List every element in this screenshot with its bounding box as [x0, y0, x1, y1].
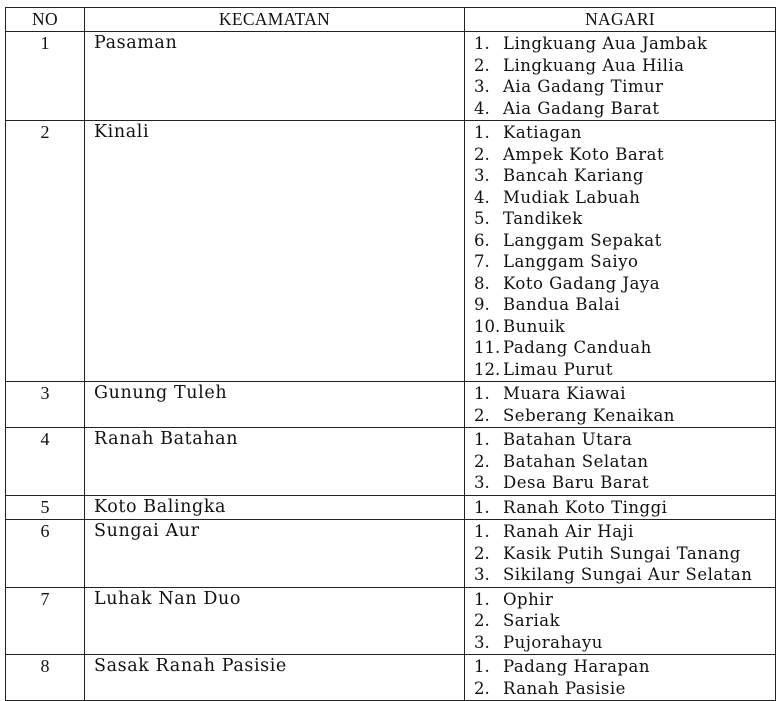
- nagari-list: [465, 495, 776, 520]
- nagari-item: [474, 543, 775, 565]
- header-no: NO: [6, 8, 85, 32]
- nagari-item-name: Pujorahayu: [503, 632, 603, 652]
- nagari-item-number: 1.: [474, 123, 490, 142]
- table-row: [6, 587, 776, 655]
- nagari-item-name: Seberang Kenaikan: [503, 405, 675, 425]
- nagari-item-name: Sikilang Sungai Aur Selatan: [503, 565, 753, 584]
- nagari-item: [474, 589, 775, 611]
- nagari-item-number: 6.: [474, 230, 490, 250]
- nagari-item: [474, 251, 775, 273]
- row-number: 2: [6, 121, 85, 382]
- header-row: [6, 8, 776, 32]
- nagari-item-name: Tandikek: [503, 209, 583, 228]
- row-number: 5: [6, 495, 85, 520]
- nagari-item: [474, 208, 775, 230]
- nagari-list: [465, 121, 776, 382]
- nagari-list: [465, 32, 776, 121]
- nagari-item: [474, 632, 775, 654]
- kecamatan-nagari-table: [5, 7, 776, 701]
- nagari-list: [465, 655, 776, 701]
- nagari-item: [474, 656, 775, 678]
- nagari-list: [465, 587, 776, 655]
- nagari-item: [474, 165, 775, 187]
- nagari-item: [474, 521, 775, 543]
- nagari-item: [474, 187, 775, 209]
- nagari-list: [465, 520, 776, 588]
- nagari-item-number: 3.: [474, 166, 490, 185]
- table-row: [6, 655, 776, 701]
- nagari-item: [474, 497, 775, 519]
- table-row: [6, 520, 776, 588]
- table-row: [6, 382, 776, 428]
- row-number: 7: [6, 587, 85, 655]
- nagari-item-name: Lingkuang Aua Hilia: [503, 55, 685, 75]
- nagari-item-name: Ranah Pasisie: [503, 678, 626, 698]
- nagari-item-number: 1.: [474, 384, 490, 403]
- nagari-item-number: 3.: [474, 473, 490, 492]
- nagari-item-number: 2.: [474, 611, 490, 630]
- nagari-item-name: Ranah Air Haji: [503, 522, 634, 541]
- nagari-item: [474, 230, 775, 252]
- nagari-item-name: Limau Purut: [503, 359, 613, 379]
- nagari-item-name: Batahan Utara: [503, 430, 633, 449]
- nagari-item-name: Muara Kiawai: [503, 384, 627, 403]
- nagari-item: [474, 122, 775, 144]
- kecamatan-name: Gunung Tuleh: [85, 382, 465, 428]
- header-kecamatan: KECAMATAN: [85, 8, 465, 32]
- nagari-item-name: Sariak: [503, 611, 561, 630]
- nagari-item-name: Desa Baru Barat: [503, 473, 650, 492]
- nagari-item-number: 7.: [474, 252, 490, 271]
- nagari-item: [474, 294, 775, 316]
- nagari-item: [474, 337, 775, 359]
- nagari-item-name: Bunuik: [503, 316, 566, 336]
- nagari-item-number: 3.: [474, 77, 490, 96]
- table-header: [6, 8, 776, 32]
- nagari-item-number: 2.: [474, 55, 490, 75]
- table-row: [6, 121, 776, 382]
- row-number: 1: [6, 32, 85, 121]
- nagari-item-number: 3.: [474, 632, 490, 652]
- kecamatan-name: Koto Balingka: [85, 495, 465, 520]
- kecamatan-name: Luhak Nan Duo: [85, 587, 465, 655]
- nagari-item-number: 2.: [474, 451, 490, 471]
- nagari-item-number: 8.: [474, 273, 490, 293]
- kecamatan-name: Kinali: [85, 121, 465, 382]
- row-number: 6: [6, 520, 85, 588]
- nagari-item-name: Langgam Saiyo: [503, 252, 639, 271]
- nagari-item-number: 4.: [474, 187, 490, 207]
- nagari-item-number: 2.: [474, 678, 490, 698]
- nagari-item-name: Ranah Koto Tinggi: [503, 497, 668, 517]
- kecamatan-name: Sungai Aur: [85, 520, 465, 588]
- table-body: [6, 32, 776, 701]
- nagari-item: [474, 98, 775, 120]
- nagari-item-name: Aia Gadang Barat: [503, 98, 660, 118]
- table-row: [6, 32, 776, 121]
- nagari-item-name: Mudiak Labuah: [503, 187, 641, 207]
- nagari-item-name: Padang Canduah: [503, 338, 652, 357]
- table-row: [6, 495, 776, 520]
- nagari-item: [474, 564, 775, 586]
- nagari-item: [474, 76, 775, 98]
- nagari-item-number: 11.: [474, 338, 501, 357]
- nagari-item-name: Ophir: [503, 589, 554, 609]
- kecamatan-name: Pasaman: [85, 32, 465, 121]
- nagari-item-number: 2.: [474, 543, 490, 563]
- nagari-item-name: Katiagan: [503, 123, 582, 142]
- nagari-item: [474, 55, 775, 77]
- nagari-item-name: Lingkuang Aua Jambak: [503, 34, 708, 53]
- nagari-item-number: 1.: [474, 522, 490, 541]
- kecamatan-name: Sasak Ranah Pasisie: [85, 655, 465, 701]
- header-nagari: NAGARI: [465, 8, 776, 32]
- nagari-item-number: 10.: [474, 316, 501, 336]
- nagari-item: [474, 610, 775, 632]
- nagari-item: [474, 359, 775, 381]
- nagari-item: [474, 429, 775, 451]
- nagari-item-number: 1.: [474, 657, 490, 676]
- nagari-item-number: 2.: [474, 144, 490, 164]
- nagari-item-number: 1.: [474, 589, 490, 609]
- row-number: 8: [6, 655, 85, 701]
- nagari-item-number: 9.: [474, 295, 490, 314]
- nagari-item-name: Kasik Putih Sungai Tanang: [503, 543, 741, 563]
- nagari-item-name: Bandua Balai: [503, 295, 621, 314]
- nagari-item-number: 1.: [474, 430, 490, 449]
- nagari-item-name: Padang Harapan: [503, 657, 651, 676]
- nagari-item-name: Koto Gadang Jaya: [503, 273, 661, 293]
- nagari-item-number: 1.: [474, 497, 490, 517]
- table-row: [6, 428, 776, 496]
- nagari-item-name: Batahan Selatan: [503, 451, 649, 471]
- nagari-item-number: 4.: [474, 98, 490, 118]
- nagari-item-number: 5.: [474, 209, 490, 228]
- kecamatan-name: Ranah Batahan: [85, 428, 465, 496]
- nagari-item: [474, 273, 775, 295]
- nagari-item: [474, 383, 775, 405]
- row-number: 4: [6, 428, 85, 496]
- nagari-item: [474, 144, 775, 166]
- nagari-item: [474, 316, 775, 338]
- nagari-item-name: Bancah Kariang: [503, 166, 644, 185]
- nagari-item: [474, 472, 775, 494]
- nagari-item-name: Ampek Koto Barat: [503, 144, 665, 164]
- nagari-item: [474, 405, 775, 427]
- nagari-list: [465, 382, 776, 428]
- nagari-item-number: 1.: [474, 34, 490, 53]
- nagari-item: [474, 33, 775, 55]
- nagari-item: [474, 678, 775, 700]
- nagari-item-number: 2.: [474, 405, 490, 425]
- nagari-item: [474, 451, 775, 473]
- nagari-list: [465, 428, 776, 496]
- nagari-item-number: 3.: [474, 565, 490, 584]
- row-number: 3: [6, 382, 85, 428]
- nagari-item-number: 12.: [474, 359, 501, 379]
- nagari-item-name: Aia Gadang Timur: [503, 77, 664, 96]
- nagari-item-name: Langgam Sepakat: [503, 230, 662, 250]
